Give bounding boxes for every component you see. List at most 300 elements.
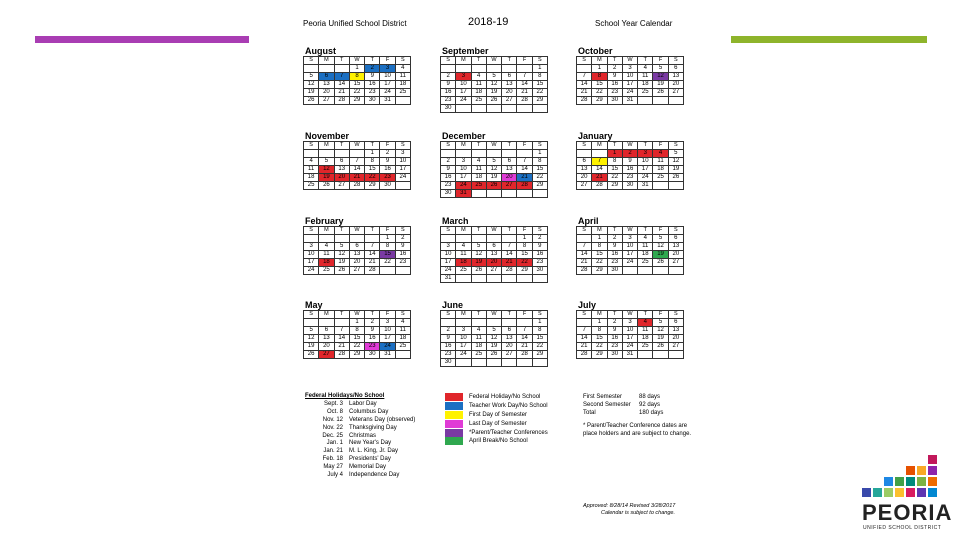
- day-cell: 14: [577, 335, 592, 343]
- day-cell: [456, 359, 471, 367]
- day-cell: 4: [304, 158, 319, 166]
- day-cell: 14: [334, 335, 349, 343]
- conference-note: * Parent/Teacher Conference dates are place holders and are subject to change.: [583, 423, 692, 437]
- day-cell: 13: [349, 251, 364, 259]
- month-table: [303, 56, 411, 105]
- month-table: [576, 141, 684, 190]
- day-cell: 5: [471, 243, 486, 251]
- week-row: [577, 267, 684, 275]
- day-cell: 29: [592, 267, 607, 275]
- day-cell: 17: [622, 251, 637, 259]
- day-cell: 27: [319, 351, 334, 359]
- day-cell: 28: [365, 267, 380, 275]
- day-cell: [349, 235, 364, 243]
- day-cell: 18: [471, 343, 486, 351]
- day-cell: 31: [622, 351, 637, 359]
- week-row: [304, 150, 411, 158]
- day-cell: 10: [622, 243, 637, 251]
- day-cell: [304, 235, 319, 243]
- day-cell: 11: [304, 166, 319, 174]
- day-cell: 16: [365, 81, 380, 89]
- day-cell: 12: [653, 73, 668, 81]
- total-row: [583, 409, 693, 417]
- day-cell: 19: [668, 166, 683, 174]
- key-label: *Parent/Teacher Conferences: [469, 429, 548, 436]
- holiday-item: [305, 472, 415, 480]
- day-cell: 15: [365, 166, 380, 174]
- day-cell: 7: [517, 158, 532, 166]
- day-cell: 5: [653, 65, 668, 73]
- day-cell: 15: [592, 251, 607, 259]
- day-cell: 29: [532, 182, 547, 190]
- logo-square: [862, 488, 871, 497]
- day-cell: [502, 359, 517, 367]
- day-cell: 22: [365, 174, 380, 182]
- day-cell: [577, 150, 592, 158]
- key-swatch: [445, 437, 463, 445]
- key-item: [445, 428, 548, 437]
- day-cell: 24: [304, 267, 319, 275]
- day-cell: [668, 182, 683, 190]
- weekday-header: W: [486, 57, 501, 65]
- day-cell: 5: [486, 73, 501, 81]
- day-cell: 7: [502, 243, 517, 251]
- day-cell: 14: [517, 81, 532, 89]
- week-row: [577, 89, 684, 97]
- weekday-header: M: [319, 142, 334, 150]
- day-cell: 25: [456, 267, 471, 275]
- day-cell: 27: [668, 89, 683, 97]
- holiday-date: July 4: [327, 472, 343, 479]
- day-cell: 4: [395, 65, 410, 73]
- day-cell: 12: [653, 243, 668, 251]
- logo-subtitle: UNIFIED SCHOOL DISTRICT: [863, 525, 942, 531]
- day-cell: 27: [502, 351, 517, 359]
- day-cell: 26: [304, 351, 319, 359]
- day-cell: 23: [441, 182, 456, 190]
- day-cell: 24: [380, 89, 395, 97]
- day-cell: 21: [577, 259, 592, 267]
- day-cell: 6: [349, 243, 364, 251]
- day-cell: 25: [319, 267, 334, 275]
- day-cell: 24: [622, 343, 637, 351]
- day-cell: 11: [653, 158, 668, 166]
- key-swatch: [445, 411, 463, 419]
- day-cell: [638, 351, 653, 359]
- holiday-item: [305, 401, 415, 409]
- weekday-header: T: [334, 227, 349, 235]
- day-cell: 17: [622, 335, 637, 343]
- month-december: [440, 131, 548, 198]
- key-item: [445, 402, 548, 411]
- key-item: [445, 437, 548, 446]
- week-row: [441, 351, 548, 359]
- day-cell: 23: [607, 259, 622, 267]
- weekday-header: S: [304, 142, 319, 150]
- logo-square: [895, 488, 904, 497]
- day-cell: [456, 235, 471, 243]
- weekday-header: T: [365, 142, 380, 150]
- weekday-header: S: [577, 142, 592, 150]
- day-cell: 3: [638, 150, 653, 158]
- weekday-header: S: [304, 311, 319, 319]
- day-cell: 24: [622, 89, 637, 97]
- day-cell: 16: [365, 335, 380, 343]
- day-cell: 31: [380, 351, 395, 359]
- day-cell: [319, 235, 334, 243]
- day-cell: [456, 150, 471, 158]
- weekday-header: F: [517, 227, 532, 235]
- week-row: [304, 182, 411, 190]
- day-cell: [653, 182, 668, 190]
- weekday-header: T: [471, 227, 486, 235]
- day-cell: 1: [380, 235, 395, 243]
- weekday-header: S: [668, 311, 683, 319]
- weekday-header: S: [668, 142, 683, 150]
- day-cell: 10: [304, 251, 319, 259]
- day-cell: 26: [653, 89, 668, 97]
- day-cell: 10: [380, 327, 395, 335]
- day-cell: 19: [653, 251, 668, 259]
- day-cell: 1: [349, 65, 364, 73]
- month-name: September: [442, 46, 489, 56]
- day-cell: 5: [486, 158, 501, 166]
- day-cell: 20: [668, 81, 683, 89]
- day-cell: [319, 150, 334, 158]
- day-cell: 7: [577, 327, 592, 335]
- week-row: [577, 81, 684, 89]
- day-cell: 17: [456, 343, 471, 351]
- day-cell: 6: [668, 65, 683, 73]
- weekday-header: T: [365, 227, 380, 235]
- week-row: [304, 89, 411, 97]
- day-cell: 5: [668, 150, 683, 158]
- week-row: [577, 182, 684, 190]
- day-cell: 23: [532, 259, 547, 267]
- day-cell: 20: [502, 343, 517, 351]
- day-cell: 2: [441, 158, 456, 166]
- day-cell: 11: [638, 243, 653, 251]
- day-cell: 9: [441, 166, 456, 174]
- week-row: [441, 243, 548, 251]
- day-cell: 6: [668, 235, 683, 243]
- week-row: [304, 73, 411, 81]
- key-swatch: [445, 402, 463, 410]
- day-cell: 3: [622, 319, 637, 327]
- month-july: [576, 300, 684, 359]
- day-cell: 23: [395, 259, 410, 267]
- week-row: [577, 150, 684, 158]
- day-cell: 18: [471, 174, 486, 182]
- month-may: [303, 300, 411, 359]
- key-label: Last Day of Semester: [469, 420, 527, 427]
- day-cell: 21: [577, 89, 592, 97]
- weekday-header: M: [456, 142, 471, 150]
- day-cell: 13: [319, 335, 334, 343]
- holiday-name: Columbus Day: [349, 408, 389, 415]
- day-cell: 15: [592, 81, 607, 89]
- day-cell: 4: [319, 243, 334, 251]
- week-row: [577, 343, 684, 351]
- day-cell: 6: [334, 158, 349, 166]
- day-cell: 24: [441, 267, 456, 275]
- weekday-header: M: [319, 311, 334, 319]
- day-cell: 2: [380, 150, 395, 158]
- day-cell: 18: [456, 259, 471, 267]
- holiday-item: [305, 409, 415, 417]
- day-cell: 4: [638, 319, 653, 327]
- day-cell: 20: [486, 259, 501, 267]
- day-cell: 6: [319, 73, 334, 81]
- weekday-header: M: [592, 227, 607, 235]
- day-cell: 31: [622, 97, 637, 105]
- day-cell: 18: [638, 81, 653, 89]
- holiday-date: Feb. 18: [322, 456, 343, 463]
- day-cell: [395, 182, 410, 190]
- day-cell: 11: [638, 73, 653, 81]
- day-cell: 26: [668, 174, 683, 182]
- day-cell: 2: [607, 319, 622, 327]
- weekday-header: T: [502, 227, 517, 235]
- logo-square: [906, 488, 915, 497]
- holiday-name: Veterans Day (observed): [349, 416, 416, 423]
- day-cell: 29: [365, 182, 380, 190]
- day-cell: 15: [592, 335, 607, 343]
- week-row: [441, 150, 548, 158]
- day-cell: 13: [502, 335, 517, 343]
- week-row: [441, 343, 548, 351]
- day-cell: 13: [319, 81, 334, 89]
- semester-totals: [583, 393, 693, 438]
- day-cell: 18: [471, 89, 486, 97]
- week-row: [304, 259, 411, 267]
- day-cell: 12: [486, 166, 501, 174]
- holiday-item: [305, 464, 415, 472]
- day-cell: 23: [441, 97, 456, 105]
- day-cell: 20: [577, 174, 592, 182]
- week-row: [304, 174, 411, 182]
- day-cell: [471, 275, 486, 283]
- holiday-item: [305, 417, 415, 425]
- day-cell: [517, 319, 532, 327]
- weekday-header: T: [471, 142, 486, 150]
- day-cell: [577, 235, 592, 243]
- day-cell: 20: [668, 335, 683, 343]
- day-cell: [304, 65, 319, 73]
- day-cell: 20: [502, 89, 517, 97]
- day-cell: 9: [395, 243, 410, 251]
- day-cell: 30: [622, 182, 637, 190]
- month-table: [303, 141, 411, 190]
- day-cell: 26: [334, 267, 349, 275]
- weekday-header: T: [502, 57, 517, 65]
- day-cell: 24: [380, 343, 395, 351]
- week-row: [304, 335, 411, 343]
- day-cell: [334, 319, 349, 327]
- weekday-header: M: [456, 311, 471, 319]
- day-cell: 7: [349, 158, 364, 166]
- day-cell: 28: [517, 182, 532, 190]
- day-cell: [517, 359, 532, 367]
- week-row: [441, 182, 548, 190]
- day-cell: 14: [334, 81, 349, 89]
- day-cell: 26: [486, 182, 501, 190]
- day-cell: 27: [319, 97, 334, 105]
- weekday-header: T: [638, 227, 653, 235]
- key-swatch: [445, 429, 463, 437]
- day-cell: 20: [349, 259, 364, 267]
- week-row: [577, 351, 684, 359]
- day-cell: [456, 105, 471, 113]
- day-cell: 11: [638, 327, 653, 335]
- day-cell: [577, 319, 592, 327]
- day-cell: 17: [456, 89, 471, 97]
- week-row: [304, 166, 411, 174]
- day-cell: 19: [486, 89, 501, 97]
- week-row: [577, 158, 684, 166]
- weekday-header: S: [304, 57, 319, 65]
- day-cell: 18: [638, 335, 653, 343]
- day-cell: 26: [486, 351, 501, 359]
- day-cell: 28: [592, 182, 607, 190]
- day-cell: 9: [532, 243, 547, 251]
- day-cell: 21: [592, 174, 607, 182]
- approval-date: Approved: 8/28/14 Revised 3/28/2017: [583, 503, 676, 509]
- day-cell: 25: [395, 89, 410, 97]
- day-cell: [668, 351, 683, 359]
- total-label: Second Semester: [583, 402, 631, 408]
- month-march: [440, 216, 548, 283]
- logo-square: [917, 488, 926, 497]
- day-cell: [471, 150, 486, 158]
- weekday-header: S: [532, 227, 547, 235]
- day-cell: [380, 267, 395, 275]
- logo-square: [906, 466, 915, 475]
- weekday-header: S: [441, 142, 456, 150]
- day-cell: 8: [365, 158, 380, 166]
- day-cell: 6: [502, 327, 517, 335]
- day-cell: 7: [577, 243, 592, 251]
- weekday-header: S: [668, 227, 683, 235]
- weekday-header: S: [395, 311, 410, 319]
- week-row: [577, 243, 684, 251]
- month-name: March: [442, 216, 469, 226]
- day-cell: [486, 275, 501, 283]
- weekday-header: S: [577, 227, 592, 235]
- holiday-date: Dec. 25: [322, 432, 343, 439]
- day-cell: 27: [502, 97, 517, 105]
- holiday-name: New Year's Day: [349, 440, 392, 447]
- total-value: 180 days: [639, 410, 664, 416]
- day-cell: 15: [380, 251, 395, 259]
- week-row: [304, 243, 411, 251]
- day-cell: 5: [304, 327, 319, 335]
- day-cell: 4: [471, 327, 486, 335]
- day-cell: 11: [395, 327, 410, 335]
- weekday-header: T: [607, 311, 622, 319]
- weekday-header: T: [471, 311, 486, 319]
- day-cell: 25: [471, 182, 486, 190]
- day-cell: 15: [607, 166, 622, 174]
- day-cell: 23: [365, 89, 380, 97]
- week-row: [441, 81, 548, 89]
- holiday-list: [305, 393, 415, 480]
- school-year: 2018-19: [468, 16, 509, 28]
- day-cell: 16: [441, 343, 456, 351]
- approval-disclaimer: Calendar is subject to change.: [601, 510, 675, 516]
- day-cell: 2: [607, 65, 622, 73]
- day-cell: 19: [486, 343, 501, 351]
- day-cell: 8: [592, 243, 607, 251]
- week-row: [441, 335, 548, 343]
- day-cell: [502, 190, 517, 198]
- month-table: [576, 56, 684, 105]
- day-cell: 18: [319, 259, 334, 267]
- day-cell: 30: [441, 359, 456, 367]
- day-cell: 17: [395, 166, 410, 174]
- key-item: [445, 411, 548, 420]
- day-cell: [365, 235, 380, 243]
- day-cell: 13: [502, 81, 517, 89]
- day-cell: 8: [592, 73, 607, 81]
- week-row: [577, 259, 684, 267]
- day-cell: 6: [319, 327, 334, 335]
- day-cell: 5: [334, 243, 349, 251]
- day-cell: 19: [304, 343, 319, 351]
- day-cell: 13: [668, 327, 683, 335]
- day-cell: 4: [638, 65, 653, 73]
- day-cell: [349, 150, 364, 158]
- day-cell: 8: [349, 73, 364, 81]
- day-cell: 3: [380, 319, 395, 327]
- weekday-header: S: [532, 142, 547, 150]
- holiday-name: Labor Day: [349, 400, 377, 407]
- week-row: [441, 89, 548, 97]
- logo-square: [928, 466, 937, 475]
- day-cell: 3: [622, 65, 637, 73]
- week-row: [577, 65, 684, 73]
- week-row: [441, 65, 548, 73]
- day-cell: 3: [395, 150, 410, 158]
- holiday-date: Sept. 3: [323, 400, 343, 407]
- day-cell: 10: [441, 251, 456, 259]
- day-cell: [456, 65, 471, 73]
- day-cell: 2: [365, 319, 380, 327]
- day-cell: 15: [532, 166, 547, 174]
- day-cell: 22: [349, 89, 364, 97]
- day-cell: 18: [653, 166, 668, 174]
- day-cell: [486, 319, 501, 327]
- weekday-header: S: [395, 142, 410, 150]
- day-cell: 18: [304, 174, 319, 182]
- week-row: [441, 235, 548, 243]
- day-cell: 3: [441, 243, 456, 251]
- day-cell: [668, 267, 683, 275]
- day-cell: 21: [517, 343, 532, 351]
- day-cell: 12: [486, 81, 501, 89]
- day-cell: 16: [395, 251, 410, 259]
- day-cell: 12: [668, 158, 683, 166]
- week-row: [577, 174, 684, 182]
- week-row: [441, 105, 548, 113]
- month-table: [440, 141, 548, 198]
- weekday-header: T: [334, 142, 349, 150]
- day-cell: 3: [456, 327, 471, 335]
- weekday-header: T: [334, 57, 349, 65]
- day-cell: [471, 359, 486, 367]
- day-cell: 8: [532, 158, 547, 166]
- day-cell: [395, 97, 410, 105]
